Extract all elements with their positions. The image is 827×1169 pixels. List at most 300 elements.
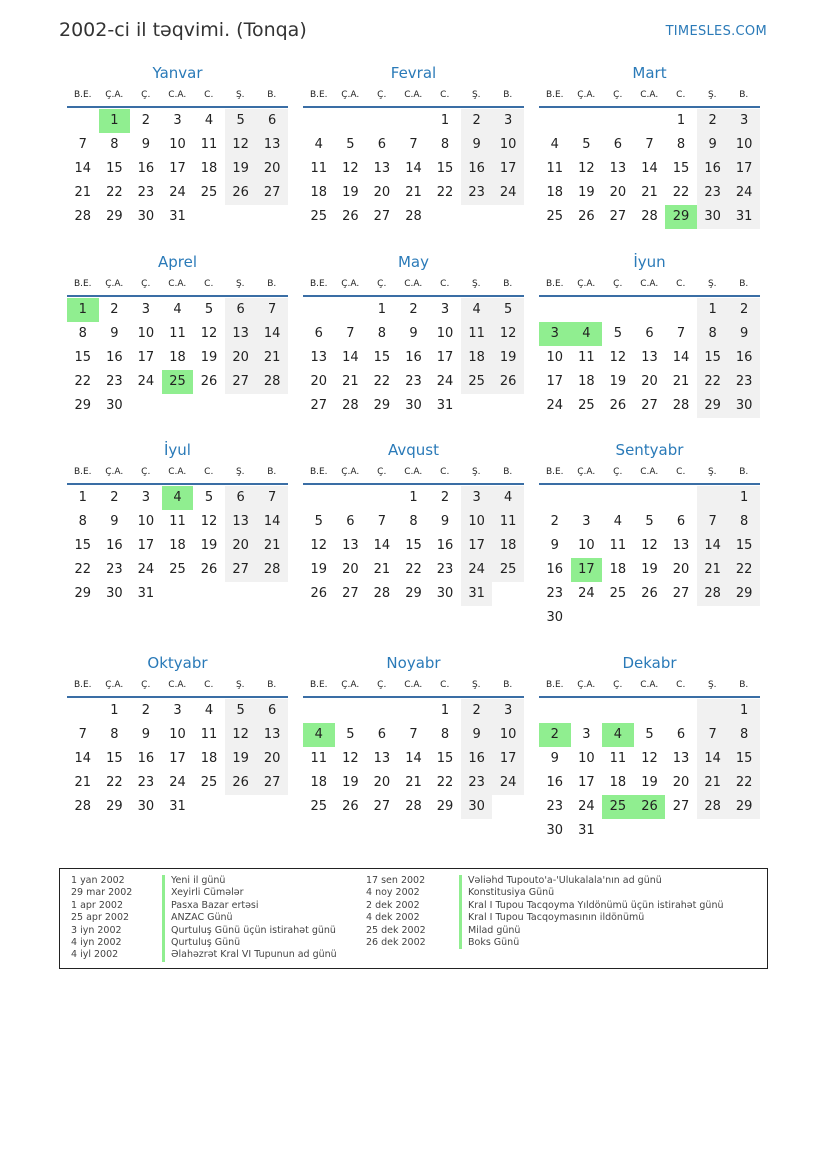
day-cell: 17 <box>571 558 603 582</box>
day-cell: 10 <box>578 538 595 553</box>
day-cell: 18 <box>461 346 493 370</box>
day-cell: 23 <box>436 562 454 577</box>
day-cell: 17 <box>492 157 524 181</box>
day-cell: 31 <box>137 586 155 601</box>
day-cell: 26 <box>200 374 218 389</box>
empty-cell <box>602 699 634 723</box>
day-cell: 11 <box>461 322 493 346</box>
day-cell: 24 <box>578 799 595 814</box>
weekday-label: C. <box>676 680 686 690</box>
weekday-label: C. <box>440 680 450 690</box>
day-cell: 11 <box>578 350 595 365</box>
day-cell: 14 <box>405 161 422 176</box>
day-cell: 6 <box>225 298 257 322</box>
day-cell: 1 <box>697 298 729 322</box>
day-cell: 18 <box>578 374 595 389</box>
legend-holiday-name: Əlahəzrət Kral VI Tupunun ad günü <box>162 949 337 961</box>
day-cell: 27 <box>225 558 257 582</box>
day-cell: 13 <box>225 322 257 346</box>
legend-date: 1 yan 2002 <box>71 875 125 886</box>
day-cell: 13 <box>373 161 391 176</box>
day-cell: 21 <box>405 185 422 200</box>
day-cell: 21 <box>697 771 729 795</box>
day-cell: 20 <box>373 775 391 790</box>
month-dekabr <box>539 590 760 843</box>
day-cell: 27 <box>672 586 690 601</box>
day-cell: 21 <box>697 558 729 582</box>
empty-cell <box>539 298 571 322</box>
day-cell: 26 <box>578 209 595 224</box>
day-cell: 13 <box>310 350 328 365</box>
legend-left-names <box>162 875 337 962</box>
legend-holiday-name: Qurtuluş Günü <box>162 937 337 949</box>
day-cell: 25 <box>492 558 524 582</box>
day-cell: 23 <box>405 374 422 389</box>
day-cell: 30 <box>697 205 729 229</box>
empty-cell <box>665 699 697 723</box>
legend-holiday-name: Yeni il günü <box>162 875 337 887</box>
day-cell: 19 <box>200 538 218 553</box>
month-name: May <box>397 253 429 271</box>
day-cell: 27 <box>342 586 359 601</box>
day-cell: 21 <box>342 374 359 389</box>
weekday-label: Ç.A. <box>105 467 124 477</box>
weekday-label: C. <box>440 467 450 477</box>
day-cell: 20 <box>225 534 257 558</box>
weekday-label: B.E. <box>309 680 328 690</box>
day-cell: 1 <box>409 490 418 505</box>
day-cell: 6 <box>645 326 654 341</box>
month-name: Aprel <box>157 253 198 271</box>
day-cell: 9 <box>141 727 151 742</box>
day-cell: 19 <box>641 562 658 577</box>
weekday-label: C.A. <box>404 279 423 289</box>
day-cell: 19 <box>492 346 524 370</box>
weekday-label: Ş. <box>707 680 717 690</box>
day-cell: 26 <box>342 209 359 224</box>
day-cell: 19 <box>609 374 627 389</box>
day-cell: 24 <box>728 181 760 205</box>
day-cell: 14 <box>74 751 92 766</box>
day-cell: 18 <box>200 751 218 766</box>
day-cell: 25 <box>602 795 634 819</box>
day-cell: 26 <box>342 799 359 814</box>
weekday-label: Ş. <box>235 467 245 477</box>
weekday-label: B. <box>267 467 277 477</box>
day-cell: 25 <box>169 562 186 577</box>
weekday-label: Ç.A. <box>105 90 124 100</box>
day-cell: 16 <box>546 562 564 577</box>
month-name: Yanvar <box>152 64 203 82</box>
day-cell: 6 <box>256 109 288 133</box>
day-cell: 25 <box>310 799 328 814</box>
day-cell: 8 <box>409 514 418 529</box>
day-cell: 14 <box>697 534 729 558</box>
day-cell: 29 <box>728 582 760 606</box>
weekday-label: B.E. <box>309 279 328 289</box>
empty-cell <box>665 486 697 510</box>
empty-cell <box>225 795 257 819</box>
day-cell: 26 <box>634 795 666 819</box>
day-cell: 1 <box>110 703 119 718</box>
day-cell: 23 <box>546 586 564 601</box>
day-cell: 16 <box>137 751 155 766</box>
legend-date: 3 iyn 2002 <box>71 924 122 936</box>
weekday-label: Ç. <box>613 467 623 477</box>
day-cell: 4 <box>550 137 559 152</box>
day-cell: 5 <box>346 727 355 742</box>
day-cell: 12 <box>641 751 658 766</box>
day-cell: 21 <box>373 562 391 577</box>
day-cell: 6 <box>377 727 387 742</box>
day-cell: 6 <box>256 699 288 723</box>
day-cell: 23 <box>106 374 123 389</box>
weekday-label: Ç. <box>141 90 151 100</box>
day-cell: 11 <box>310 751 328 766</box>
day-cell: 2 <box>461 109 493 133</box>
day-cell: 20 <box>310 374 328 389</box>
day-cell: 13 <box>256 723 288 747</box>
legend-date: 25 apr 2002 <box>71 912 130 924</box>
weekday-label: C. <box>676 90 686 100</box>
weekday-label: Ç. <box>377 90 387 100</box>
day-cell: 30 <box>137 799 155 814</box>
day-cell: 24 <box>169 775 186 790</box>
weekday-label: C.A. <box>404 467 423 477</box>
weekday-label: B.E. <box>545 279 564 289</box>
month-name: Fevral <box>390 64 437 82</box>
legend-holiday-name: Milad günü <box>459 925 724 937</box>
day-cell: 25 <box>162 370 194 394</box>
day-cell: 19 <box>342 185 359 200</box>
empty-cell <box>634 109 666 133</box>
day-cell: 4 <box>571 322 603 346</box>
day-cell: 20 <box>609 185 627 200</box>
day-cell: 17 <box>492 747 524 771</box>
day-cell: 14 <box>256 510 288 534</box>
day-cell: 19 <box>200 350 218 365</box>
day-cell: 7 <box>409 137 418 152</box>
day-cell: 10 <box>169 137 186 152</box>
empty-cell <box>303 699 335 723</box>
day-cell: 29 <box>697 394 729 418</box>
legend-holiday-name: Xeyirli Cümələr <box>162 887 337 899</box>
day-cell: 25 <box>461 370 493 394</box>
weekday-header <box>539 461 760 485</box>
day-cell: 30 <box>546 610 564 625</box>
empty-cell <box>366 699 398 723</box>
day-cell: 8 <box>377 326 387 341</box>
weekday-header <box>67 461 288 485</box>
weekday-label: Ç. <box>377 680 387 690</box>
day-cell: 12 <box>641 538 658 553</box>
weekday-label: B.E. <box>545 467 564 477</box>
day-cell: 26 <box>641 586 658 601</box>
day-cell: 10 <box>169 727 186 742</box>
day-cell: 1 <box>728 486 760 510</box>
day-cell: 20 <box>672 562 690 577</box>
weekday-label: Ş. <box>471 680 481 690</box>
weekday-label: C. <box>204 467 214 477</box>
weekday-label: Ç. <box>377 467 387 477</box>
day-cell: 20 <box>641 374 658 389</box>
day-cell: 3 <box>440 302 450 317</box>
day-cell: 28 <box>641 209 658 224</box>
day-cell: 26 <box>609 398 627 413</box>
day-cell: 6 <box>676 727 686 742</box>
day-cell: 12 <box>609 350 627 365</box>
legend-left-dates <box>71 875 132 962</box>
weekday-label: Ç.A. <box>341 680 360 690</box>
day-cell: 8 <box>110 727 119 742</box>
day-cell: 27 <box>672 799 690 814</box>
day-cell: 17 <box>169 751 186 766</box>
legend-holiday-name: Konstitusiya Günü <box>459 887 724 899</box>
weekday-label: C.A. <box>640 279 659 289</box>
day-cell: 24 <box>436 374 454 389</box>
empty-cell <box>67 109 99 133</box>
day-cell: 7 <box>256 298 288 322</box>
day-cell: 7 <box>78 727 87 742</box>
day-cell: 23 <box>137 775 155 790</box>
day-cell: 27 <box>641 398 658 413</box>
day-cell: 26 <box>492 370 524 394</box>
weekday-label: Ç. <box>141 467 151 477</box>
day-cell: 5 <box>582 137 591 152</box>
day-cell: 13 <box>373 751 391 766</box>
day-cell: 25 <box>310 209 328 224</box>
empty-cell <box>256 795 288 819</box>
day-cell: 4 <box>173 302 182 317</box>
empty-cell <box>539 699 571 723</box>
day-cell: 5 <box>225 109 257 133</box>
day-cell: 17 <box>728 157 760 181</box>
day-cell: 11 <box>200 137 218 152</box>
day-cell: 25 <box>578 398 595 413</box>
day-cell: 3 <box>728 109 760 133</box>
weekday-label: B. <box>503 680 513 690</box>
day-cell: 14 <box>342 350 359 365</box>
day-cell: 3 <box>539 322 571 346</box>
month-name: Noyabr <box>386 654 441 672</box>
day-cell: 18 <box>609 775 627 790</box>
empty-cell <box>366 486 398 510</box>
day-cell: 29 <box>373 398 391 413</box>
day-cell: 28 <box>256 370 288 394</box>
day-cell: 29 <box>74 398 92 413</box>
weekday-label: B.E. <box>309 467 328 477</box>
weekday-header <box>303 674 524 698</box>
day-cell: 19 <box>225 747 257 771</box>
day-cell: 18 <box>169 538 186 553</box>
legend-date: 4 iyl 2002 <box>71 949 119 961</box>
day-cell: 23 <box>106 562 123 577</box>
day-cell: 10 <box>578 751 595 766</box>
day-cell: 15 <box>106 161 123 176</box>
day-cell: 28 <box>697 582 729 606</box>
day-cell: 28 <box>672 398 690 413</box>
day-cell: 18 <box>492 534 524 558</box>
day-cell: 16 <box>436 538 454 553</box>
day-cell: 12 <box>225 723 257 747</box>
day-cell: 23 <box>461 771 493 795</box>
day-cell: 27 <box>310 398 328 413</box>
day-cell: 2 <box>550 514 559 529</box>
month-name: Dekabr <box>622 654 677 672</box>
day-cell: 16 <box>106 538 123 553</box>
day-cell: 14 <box>672 350 690 365</box>
site-link[interactable]: TIMESLES.COM <box>665 24 767 39</box>
day-cell: 4 <box>461 298 493 322</box>
day-cell: 11 <box>169 514 186 529</box>
day-cell: 22 <box>436 775 454 790</box>
day-cell: 25 <box>200 775 218 790</box>
day-cell: 3 <box>492 699 524 723</box>
day-cell: 9 <box>461 133 493 157</box>
empty-cell <box>571 699 603 723</box>
empty-cell <box>728 819 760 843</box>
empty-cell <box>571 109 603 133</box>
day-cell: 1 <box>67 298 99 322</box>
weekday-label: Ç.A. <box>577 279 596 289</box>
empty-cell <box>303 486 335 510</box>
day-cell: 13 <box>672 751 690 766</box>
day-cell: 13 <box>342 538 359 553</box>
day-cell: 18 <box>546 185 564 200</box>
day-cell: 8 <box>440 727 450 742</box>
weekday-label: C.A. <box>404 680 423 690</box>
day-cell: 31 <box>436 398 454 413</box>
day-cell: 6 <box>314 326 323 341</box>
day-cell: 29 <box>665 205 697 229</box>
day-cell: 2 <box>141 113 151 128</box>
day-cell: 21 <box>74 775 92 790</box>
day-cell: 8 <box>728 723 760 747</box>
day-cell: 7 <box>78 137 87 152</box>
day-cell: 24 <box>546 398 564 413</box>
weekday-label: B.E. <box>73 680 92 690</box>
weekday-label: B. <box>267 90 277 100</box>
day-cell: 5 <box>314 514 323 529</box>
empty-cell <box>335 699 367 723</box>
day-cell: 12 <box>342 161 359 176</box>
day-cell: 17 <box>137 538 155 553</box>
weekday-label: B. <box>267 279 277 289</box>
day-cell: 27 <box>373 799 391 814</box>
page-title: 2002-ci il təqvimi. (Tonqa) <box>59 19 307 41</box>
month-avqust <box>303 377 524 606</box>
day-cell: 22 <box>728 771 760 795</box>
day-cell: 11 <box>546 161 564 176</box>
legend-date: 2 dek 2002 <box>366 899 420 911</box>
weekday-label: Ç.A. <box>577 90 596 100</box>
weekday-label: Ç.A. <box>341 467 360 477</box>
weekday-label: Ş. <box>707 467 717 477</box>
weekday-label: Ç.A. <box>577 467 596 477</box>
day-cell: 23 <box>546 799 564 814</box>
day-cell: 15 <box>74 350 92 365</box>
day-cell: 30 <box>405 398 422 413</box>
empty-cell <box>634 486 666 510</box>
day-cell: 20 <box>256 157 288 181</box>
day-cell: 28 <box>342 398 359 413</box>
day-cell: 16 <box>461 747 493 771</box>
day-cell: 11 <box>310 161 328 176</box>
month-oktyabr <box>67 590 288 819</box>
empty-cell <box>539 109 571 133</box>
legend-holiday-name: Pasxa Bazar ertəsi <box>162 900 337 912</box>
empty-cell <box>303 109 335 133</box>
empty-cell <box>665 298 697 322</box>
day-cell: 21 <box>405 775 422 790</box>
empty-cell <box>602 109 634 133</box>
empty-cell <box>492 795 524 819</box>
weekday-label: C.A. <box>168 680 187 690</box>
empty-cell <box>571 298 603 322</box>
legend-date: 4 dek 2002 <box>366 912 420 924</box>
weekday-label: B.E. <box>73 279 92 289</box>
day-cell: 25 <box>609 586 627 601</box>
day-cell: 12 <box>578 161 595 176</box>
day-cell: 10 <box>461 510 493 534</box>
weekday-header <box>303 461 524 485</box>
day-cell: 17 <box>546 374 564 389</box>
day-cell: 16 <box>137 161 155 176</box>
weekday-header <box>539 84 760 108</box>
day-cell: 8 <box>78 326 87 341</box>
day-cell: 28 <box>405 209 422 224</box>
month-name: Avqust <box>388 441 439 459</box>
weekday-label: Ş. <box>471 467 481 477</box>
day-cell: 30 <box>546 823 564 838</box>
day-cell: 6 <box>377 137 387 152</box>
day-cell: 25 <box>200 185 218 200</box>
day-cell: 20 <box>672 775 690 790</box>
day-cell: 10 <box>436 326 454 341</box>
month-i̇yul <box>67 377 288 606</box>
empty-cell <box>539 486 571 510</box>
day-cell: 3 <box>141 490 151 505</box>
day-cell: 1 <box>676 113 686 128</box>
day-cell: 29 <box>728 795 760 819</box>
empty-cell <box>602 486 634 510</box>
day-cell: 1 <box>440 113 450 128</box>
day-cell: 22 <box>436 185 454 200</box>
month-name: İyun <box>633 253 666 271</box>
weekday-label: Ş. <box>471 279 481 289</box>
day-cell: 20 <box>256 747 288 771</box>
legend-right-dates <box>366 875 426 949</box>
day-cell: 15 <box>106 751 123 766</box>
empty-cell <box>67 699 99 723</box>
day-cell: 8 <box>110 137 119 152</box>
day-cell: 9 <box>550 538 559 553</box>
weekday-label: B. <box>503 279 513 289</box>
day-cell: 15 <box>728 747 760 771</box>
weekday-header <box>67 674 288 698</box>
day-cell: 20 <box>342 562 359 577</box>
day-cell: 14 <box>373 538 391 553</box>
day-cell: 24 <box>492 771 524 795</box>
day-cell: 9 <box>697 133 729 157</box>
day-cell: 7 <box>645 137 654 152</box>
day-cell: 9 <box>550 751 559 766</box>
day-cell: 24 <box>461 558 493 582</box>
day-cell: 26 <box>225 771 257 795</box>
day-cell: 15 <box>373 350 391 365</box>
day-grid <box>67 699 288 819</box>
day-cell: 19 <box>578 185 595 200</box>
